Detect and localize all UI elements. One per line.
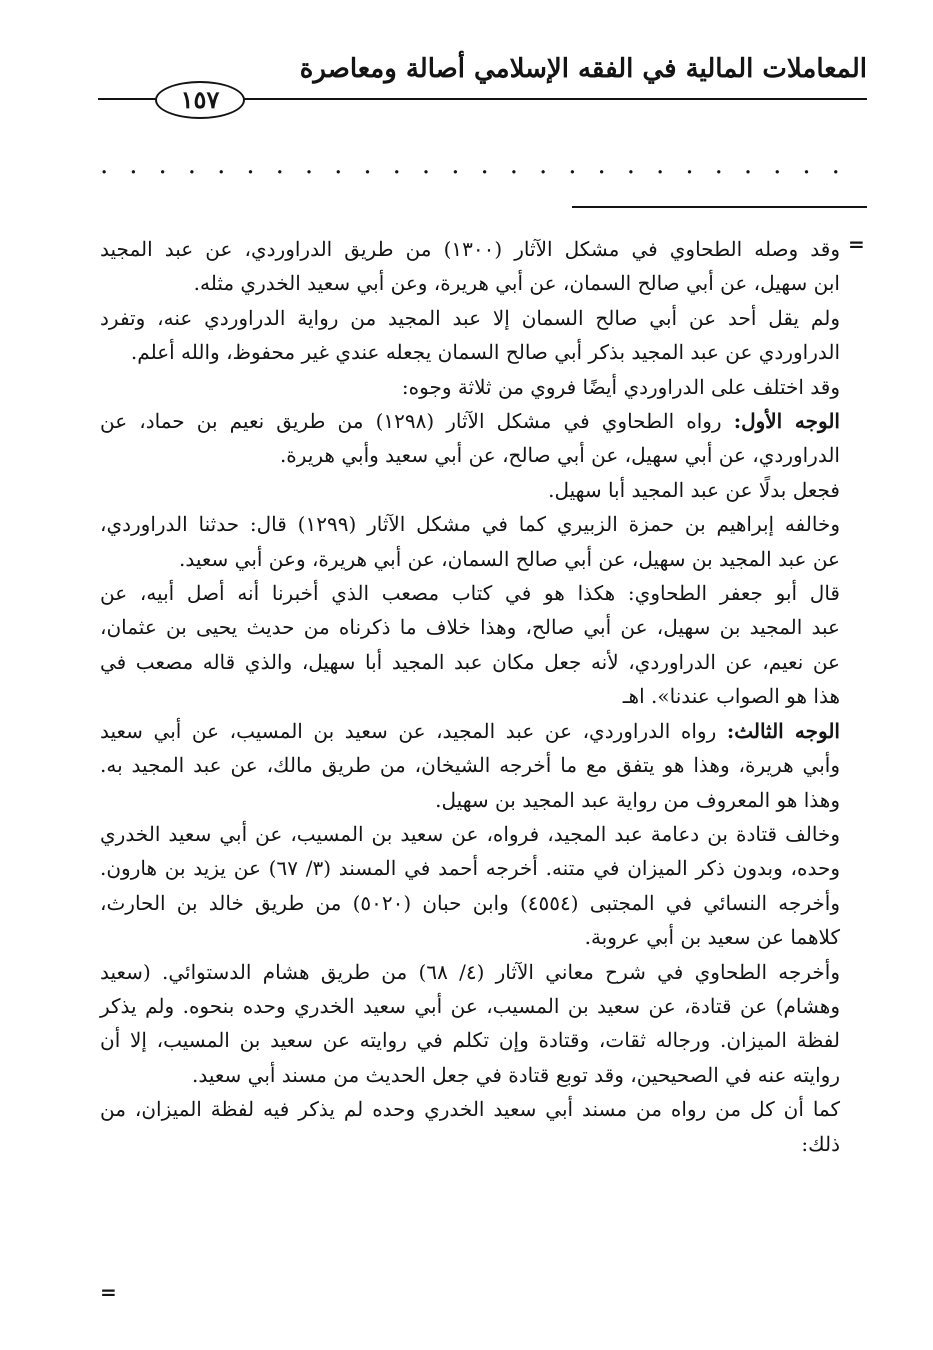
line-text: الدراوردي، عن أبي سهيل، عن أبي صالح، عن أبي سعيد وأبي هريرة. [279,443,840,468]
text-line [100,714,840,748]
text-line [100,438,840,472]
text-line [100,370,840,404]
text-line [100,301,840,335]
ellipsis-dot: . [656,150,665,180]
text-line [100,404,840,438]
text-line [100,679,840,713]
page-number-badge [155,81,245,119]
ellipsis-dot-row [100,152,840,178]
line-text: وهذا هو المعروف من رواية عبد المجيد بن سهيل. [435,787,840,812]
ellipsis-dot: . [509,150,518,180]
text-line [100,783,840,817]
text-line [100,266,840,300]
text-line [100,473,840,507]
line-text: وقد اختلف على الدراوردي أيضًا فروي من ثلاثة وجوه: [401,374,840,399]
text-line [100,748,840,782]
ellipsis-dot: . [538,150,548,180]
ellipsis-dot: . [187,150,197,180]
ellipsis-dot: . [363,150,372,180]
line-text: وأخرجه الطحاوي في شرح معاني الآثار (٤/ ٦٨) من طريق هشام الدستوائي. (سعيد [100,959,840,984]
text-line [100,610,840,644]
footnote-separator-rule [572,206,867,208]
text-line [100,542,840,576]
text-line [100,645,840,679]
line-text: عن عبد المجيد بن سهيل، عن أبي صالح السمان، عن أبي هريرة، وعن أبي سعيد. [179,546,840,571]
ellipsis-dot: . [597,150,606,180]
page-number: ١٥٧ [180,85,220,114]
text-line [100,232,840,266]
line-text: كما أن كل من رواه من مسند أبي سعيد الخدري وحده لم يذكر فيه لفظة الميزان، من [100,1097,840,1122]
running-header-title: المعاملات المالية في الفقه الإسلامي أصالة ومعاصرة [299,54,867,84]
text-line [100,1023,840,1057]
line-text: وقد وصله الطحاوي في مشكل الآثار (١٣٠٠) من طريق الدراوردي، عن عبد المجيد [100,237,840,261]
text-line [100,989,840,1023]
ellipsis-dot: . [568,150,577,180]
ellipsis-dot: . [129,150,138,180]
text-line [100,920,840,954]
ellipsis-dot: . [802,150,811,180]
line-text: عن نعيم، عن الدراوردي، لأنه جعل مكان عبد المجيد أبا سهيل، والذي قاله مصعب في [100,649,840,674]
line-text: وخالفه إبراهيم بن حمزة الزبيري كما في مشكل الآثار (١٢٩٩) قال: حدثنا الدراوردي، [100,512,840,537]
line-text: لفظة الميزان. ورجاله ثقات، وقتادة وإن تكلم في روايته عن سعيد بن المسيب، إلا أن [100,1028,840,1053]
line-text: وأبي هريرة، وهذا هو يتفق مع ما أخرجه الشيخان، من طريق مالك، عن عبد المجيد به. [100,753,840,778]
ellipsis-dot: . [100,150,109,180]
line-text: كلاهما عن سعيد بن أبي عروبة. [584,925,840,950]
text-line [100,1127,840,1161]
text-line [100,955,840,989]
line-text: فجعل بدلًا عن عبد المجيد أبا سهيل. [548,477,840,502]
ellipsis-dot: . [831,150,840,180]
footnote-body [100,232,840,1161]
ellipsis-dot: . [158,150,167,180]
line-text: وهشام) عن قتادة، عن سعيد بن المسيب، عن أبي سعيد الخدري وحده بنحوه. ولم يذكر [100,993,840,1018]
line-text: رواه الطحاوي في مشكل الآثار (١٢٩٨) من طريق نعيم بن حماد، عن [100,409,734,434]
ellipsis-dot: . [743,150,753,180]
ellipsis-dot: . [685,150,694,180]
line-text: وأخرجه النسائي في المجتبى (٤٥٥٤) وابن حبان (٥٠٢٠) من طريق خالد بن الحارث، [100,890,840,915]
ellipsis-dot: . [275,150,284,180]
ellipsis-dot: . [392,150,401,180]
line-text: ذلك: [801,1131,840,1156]
ellipsis-dot: . [334,150,343,180]
line-text: عبد المجيد بن سهيل، عن أبي صالح، وهذا خلاف ما ذكرناه من حديث يحيى بن عثمان، [100,615,840,640]
line-text: ولم يقل أحد عن أبي صالح السمان إلا عبد المجيد من رواية الدراوردي عنه، وتفرد [100,305,840,330]
text-line [100,851,840,885]
line-text: قال أبو جعفر الطحاوي: هكذا هو في كتاب مصعب الذي أخبرنا أنه أصل أبيه، عن [100,581,840,606]
line-text: ابن سهيل، عن أبي صالح السمان، عن أبي هريرة، وعن أبي سعيد الخدري مثله. [193,271,840,296]
ellipsis-dot: . [773,150,782,180]
text-line [100,886,840,920]
text-line [100,817,840,851]
text-line [100,335,840,369]
ellipsis-dot: . [451,150,460,180]
text-line [100,507,840,541]
ellipsis-dot: . [626,150,636,180]
line-text: روايته عنه في الصحيحين، وقد توبع قتادة في جعل الحديث من مسند أبي سعيد. [192,1062,840,1087]
line-text: وحده، وبدون ذكر الميزان في متنه. أخرجه أحمد في المسند (٣/ ٦٧) عن يزيد بن هارون. [100,856,840,881]
line-text: وخالف قتادة بن دعامة عبد المجيد، فرواه، عن سعيد بن المسيب، عن أبي سعيد الخدري [100,821,840,846]
text-line [100,576,840,610]
section-lead-label: الوجه الثالث: [726,718,840,743]
ellipsis-dot: . [246,150,255,180]
ellipsis-dot: . [304,150,314,180]
ellipsis-dot: . [714,150,723,180]
line-text: رواه الدراوردي، عن عبد المجيد، عن سعيد بن المسيب، عن أبي سعيد [100,718,727,743]
footnote-continuation-mark: = [848,232,865,256]
section-lead-label: الوجه الأول: [733,409,840,434]
ellipsis-dot: . [480,150,489,180]
line-text: هذا هو الصواب عندنا». اهـ [622,684,840,709]
footnote-continues-mark: = [100,1280,117,1304]
text-line [100,1092,840,1126]
ellipsis-dot: . [217,150,226,180]
line-text: الدراوردي عن عبد المجيد بذكر أبي صالح السمان يجعله عندي غير محفوظ، والله أعلم. [130,340,840,365]
ellipsis-dot: . [421,150,431,180]
text-line [100,1058,840,1092]
